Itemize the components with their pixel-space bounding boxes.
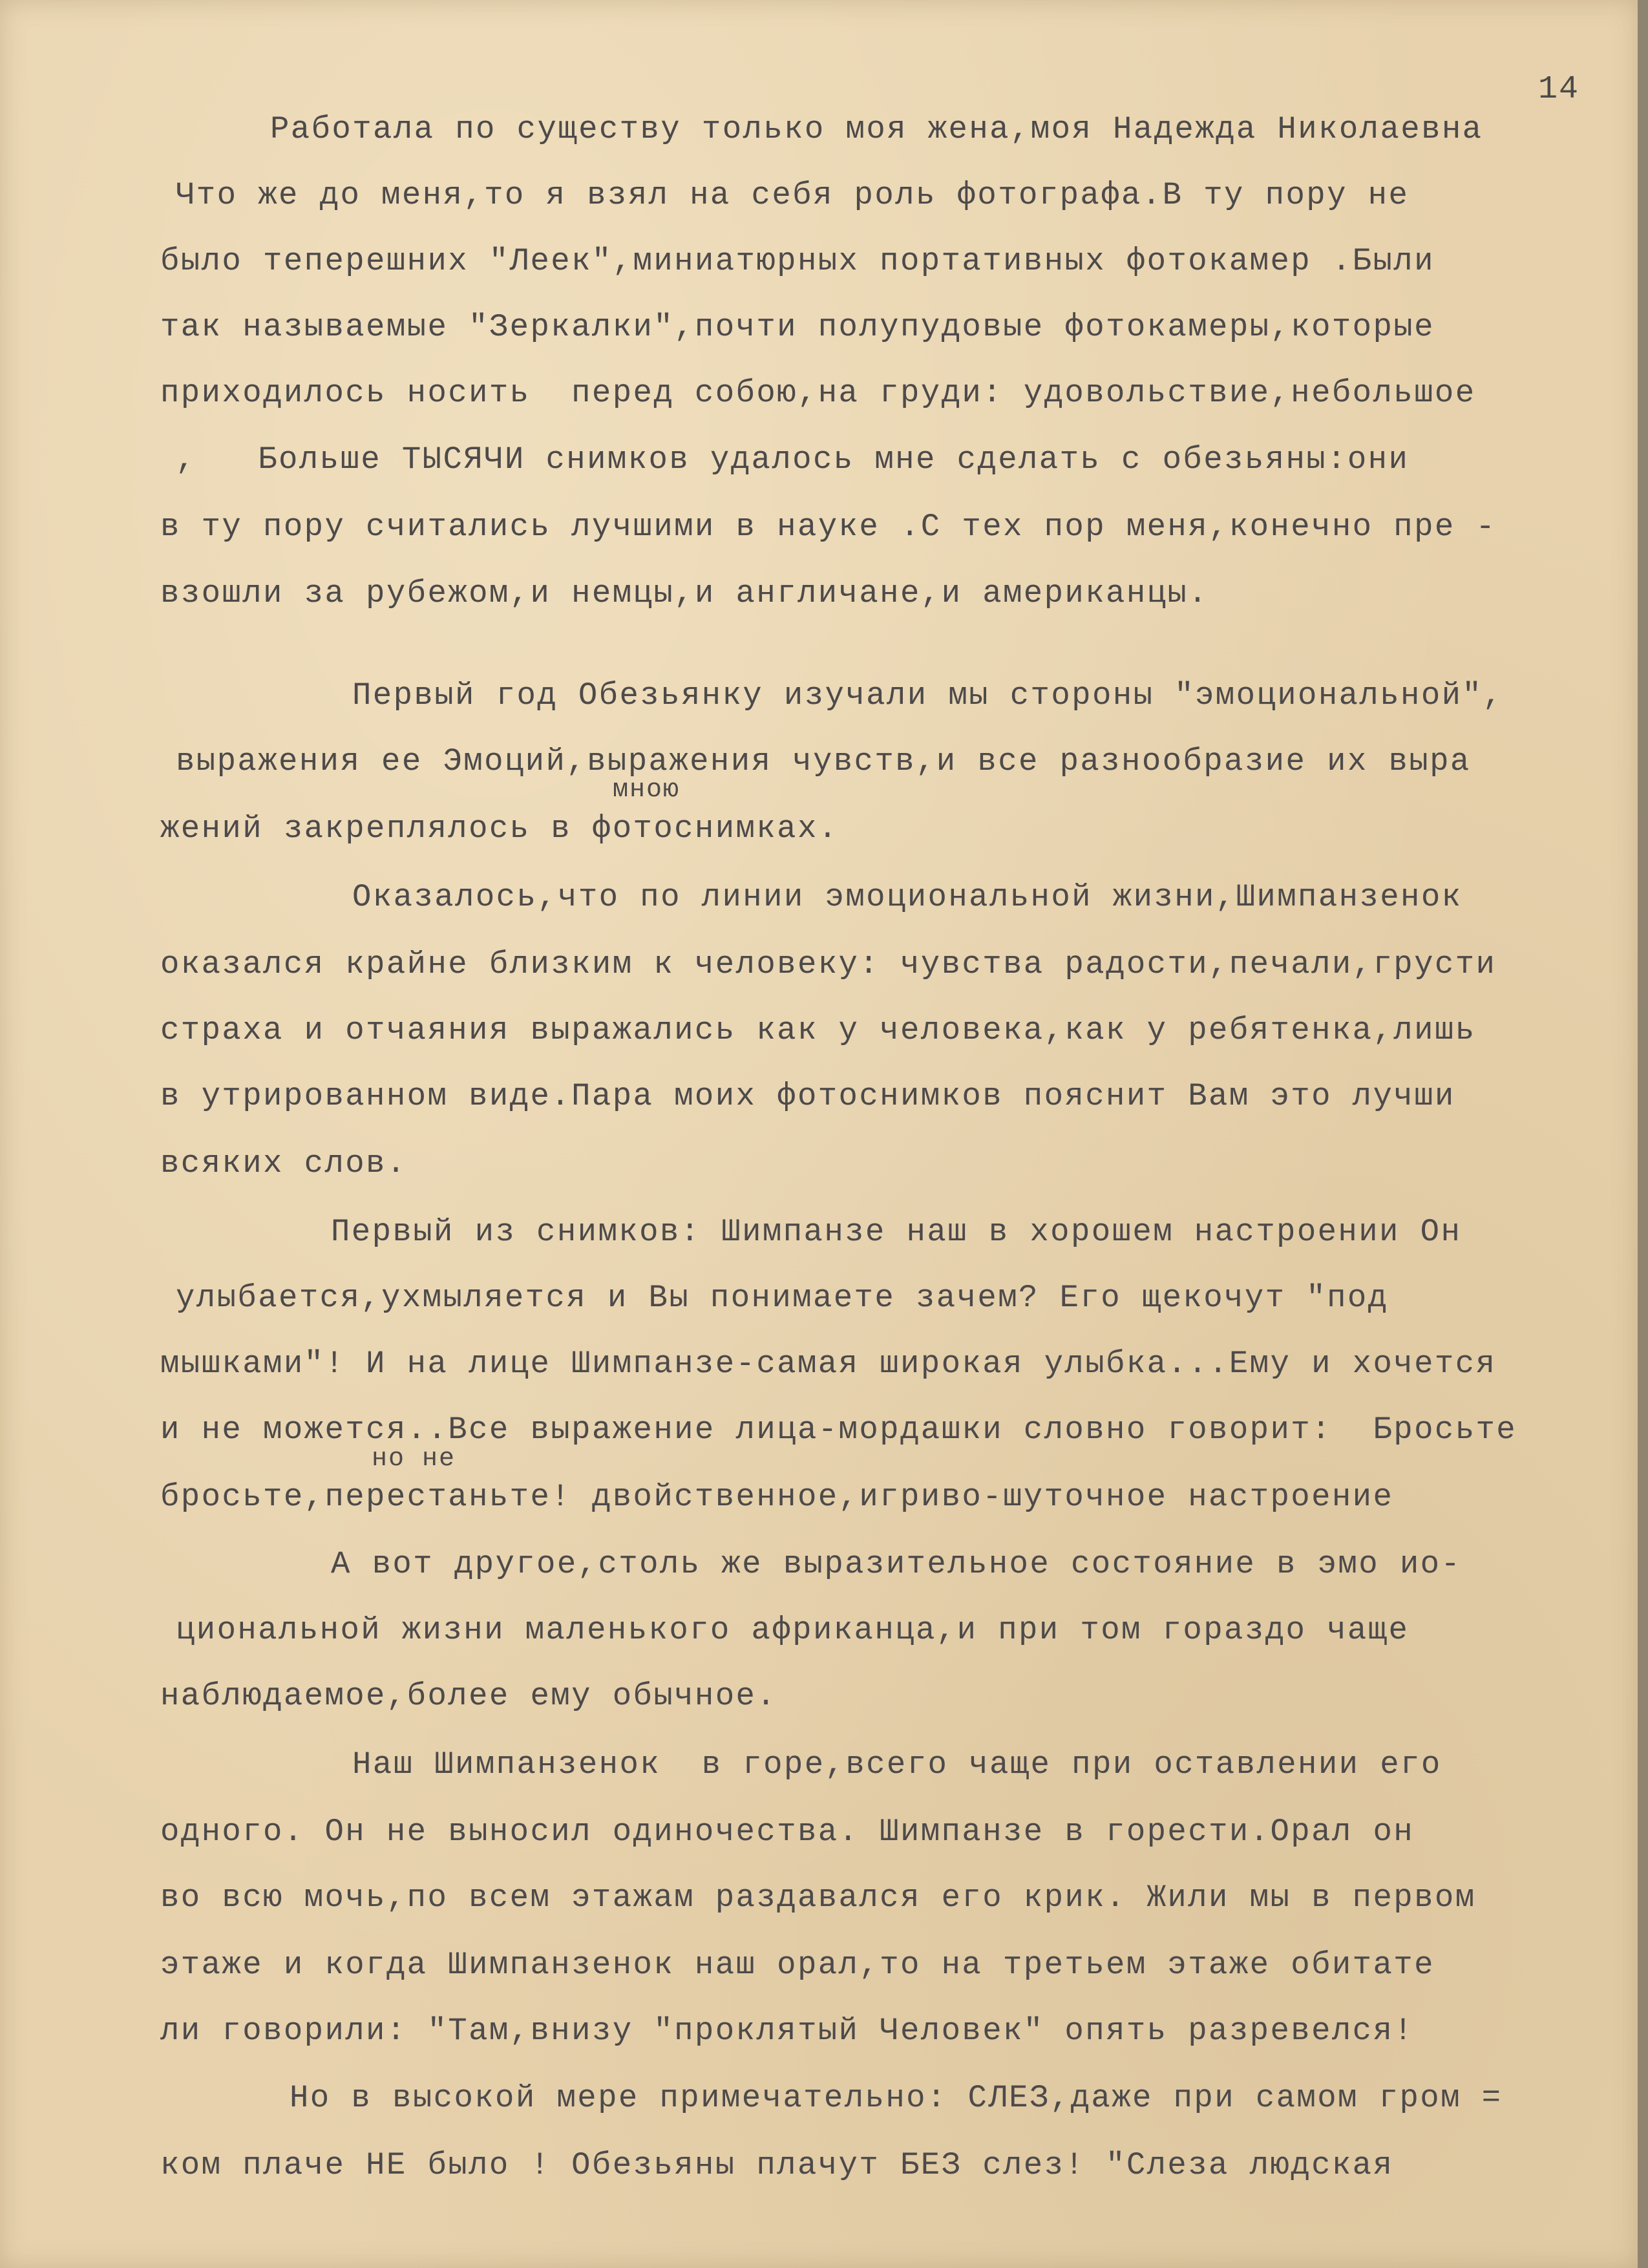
- text-line: страха и отчаяния выражались как у человека,как у ребятенка,лишь: [160, 1012, 1476, 1048]
- text-line: выражения ее Эмоций,выражения чувств,и все разнообразие их выра: [176, 743, 1471, 779]
- text-line: Наш Шимпанзенок в горе,всего чаще при оставлении его: [352, 1746, 1442, 1783]
- text-line: во всю мочь,по всем этажам раздавался его крик. Жили мы в первом: [160, 1880, 1476, 1916]
- text-line: оказался крайне близким к человеку: чувства радости,печали,грусти: [160, 946, 1497, 982]
- text-line: , Больше ТЫСЯЧИ снимков удалось мне сделать с обезьяны:они: [176, 441, 1410, 478]
- text-line: циональной жизни маленького африканца,и при том гораздо чаще: [176, 1612, 1410, 1648]
- text-line: бросьте,перестаньте! двойственное,игриво-шуточное настроение: [160, 1479, 1394, 1515]
- text-line: этаже и когда Шимпанзенок наш орал,то на третьем этаже обитате: [160, 1947, 1435, 1983]
- text-line: ком плаче НЕ было ! Обезьяны плачут БЕЗ слез! "Слеза людская: [160, 2147, 1394, 2183]
- text-line: взошли за рубежом,и немцы,и англичане,и американцы.: [160, 575, 1209, 611]
- text-line: Что же до меня,то я взял на себя роль фотографа.В ту пору не: [176, 177, 1410, 213]
- text-line: ли говорили: "Там,внизу "проклятый Человек" опять разревелся!: [160, 2013, 1415, 2049]
- text-line: приходилось носить перед собою,на груди: удовольствие,небольшое: [160, 375, 1476, 411]
- text-line: было теперешних "Леек",миниатюрных портативных фотокамер .Были: [160, 243, 1435, 279]
- text-line: жений закреплялось в фотоснимках.: [160, 811, 839, 847]
- text-line: мышками"! И на лице Шимпанзе-самая широкая улыбка...Ему и хочется: [160, 1346, 1497, 1382]
- text-line: и не можется..Все выражение лица-мордашки словно говорит: Бросьте: [160, 1412, 1517, 1448]
- text-line: так называемые "Зеркалки",почти полупудовые фотокамеры,которые: [160, 309, 1435, 345]
- text-line: всяких слов.: [160, 1145, 407, 1182]
- handwritten-insertion: мною: [613, 776, 681, 805]
- text-line: одного. Он не выносил одиночества. Шимпанзе в горести.Орал он: [160, 1814, 1415, 1850]
- text-line: Первый год Обезьянку изучали мы стороны "эмоциональной",: [352, 677, 1504, 714]
- text-line: Но в высокой мере примечательно: СЛЕЗ,даже при самом гром =: [290, 2080, 1503, 2116]
- text-line: Оказалось,что по линии эмоциональной жизни,Шимпанзенок: [352, 879, 1463, 915]
- text-line: А вот другое,столь же выразительное состояние в эмо ио-: [331, 1546, 1462, 1582]
- page-number: 14: [1538, 71, 1580, 108]
- handwritten-insertion: но не: [372, 1445, 456, 1474]
- text-line: наблюдаемое,более ему обычное.: [160, 1678, 777, 1714]
- text-line: Первый из снимков: Шимпанзе наш в хорошем настроении Он: [331, 1214, 1462, 1250]
- text-line: улыбается,ухмыляется и Вы понимаете зачем? Его щекочут "под: [176, 1280, 1389, 1316]
- text-line: в утрированном виде.Пара моих фотоснимков пояснит Вам это лучши: [160, 1078, 1455, 1114]
- text-line: Работала по существу только моя жена,моя Надежда Николаевна: [270, 111, 1483, 147]
- text-line: в ту пору считались лучшими в науке .С тех пор меня,конечно пре -: [160, 509, 1497, 545]
